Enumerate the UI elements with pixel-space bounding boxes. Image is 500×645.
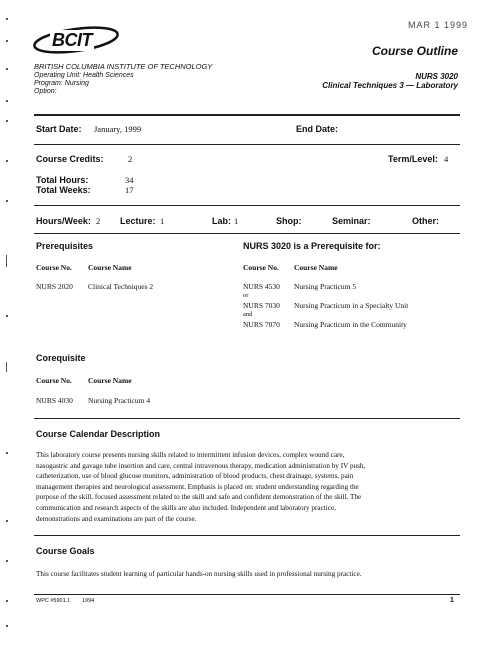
total-weeks-value: 17	[125, 185, 134, 195]
prereq-for-row2-name: Nursing Practicum in a Specialty Unit	[294, 301, 409, 310]
calendar-line: catheterization, use of blood glucose monitors, administration of blood products, chest drainage, systems, pain	[36, 472, 354, 481]
coreq-col-name: Course Name	[88, 376, 132, 385]
prereq-for-row3-no: NURS 7070	[243, 320, 280, 329]
credits-divider	[34, 205, 460, 206]
total-weeks-label: Total Weeks:	[36, 185, 91, 195]
institute-name: BRITISH COLUMBIA INSTITUTE OF TECHNOLOGY	[34, 62, 213, 71]
prereq-col-no: Course No.	[36, 263, 72, 272]
coreq-row-no: NURS 4030	[36, 396, 73, 405]
prereq-for-row1-no: NURS 4530	[243, 282, 280, 291]
course-code: NURS 3020	[415, 72, 458, 81]
logo-text: BCIT	[52, 30, 92, 50]
calendar-line: purpose of the skill, focused assessment related to the skill and safe and confident demonstration of the skill. The	[36, 493, 362, 502]
footer-divider	[34, 594, 460, 595]
total-hours-label: Total Hours:	[36, 175, 89, 185]
calendar-line: This laboratory course presents nursing skills related to intermittent infusion devices, complex wound care,	[36, 451, 345, 459]
received-stamp: MAR 1 1999	[408, 20, 469, 30]
prereq-row-name: Clinical Techniques 2	[88, 282, 154, 291]
lecture-label: Lecture:	[120, 216, 156, 226]
corequisite-title: Corequisite	[36, 353, 86, 363]
course-goals-text: This course facilitates student learning of particular hands-on nursing skills used in professional nursing practice.	[36, 570, 362, 578]
lab-label: Lab:	[212, 216, 231, 226]
calendar-line: communication and research aspects of the skills are also included. Independent and laboratory practice,	[36, 503, 336, 512]
start-date-value: January, 1999	[94, 124, 142, 134]
coreq-divider	[34, 418, 460, 419]
header-divider	[34, 114, 460, 116]
dates-divider	[34, 144, 460, 145]
form-number: WPC #5901.1	[36, 598, 71, 604]
lab-value: 1	[234, 216, 239, 226]
prereq-for-row3-name: Nursing Practicum in the Community	[294, 320, 407, 329]
form-year: 1994	[82, 598, 95, 604]
calendar-line: nasogastric and gavage tube insertion and care, central intravenous therapy, medication administration by IV push,	[36, 461, 366, 470]
calendar-line: management therapies and neurological assessment. Emphasis is placed on: student understanding regarding the	[36, 482, 359, 491]
hours-divider	[34, 233, 460, 234]
course-credits-value: 2	[128, 154, 133, 164]
bcit-logo	[32, 26, 132, 60]
lecture-value: 1	[160, 216, 165, 226]
prereq-for-col-name: Course Name	[294, 263, 338, 272]
coreq-col-no: Course No.	[36, 376, 72, 385]
start-date-label: Start Date:	[36, 124, 82, 134]
course-credits-label: Course Credits:	[36, 154, 104, 164]
prerequisites-title: Prerequisites	[36, 241, 94, 251]
calendar-line: demonstrations and examinations are part of the course.	[36, 514, 197, 523]
term-level-value: 4	[444, 154, 449, 164]
hours-week-value: 2	[96, 216, 101, 226]
course-title: Clinical Techniques 3 — Laboratory	[322, 81, 458, 90]
prereq-for-and: and	[243, 311, 253, 318]
document-type-title: Course Outline	[371, 44, 458, 58]
prereq-row-no: NURS 2020	[36, 282, 73, 291]
prereq-for-row2-no: NURS 7030	[243, 301, 280, 310]
coreq-row-name: Nursing Practicum 4	[88, 396, 151, 405]
other-label: Other:	[412, 216, 439, 226]
shop-label: Shop:	[276, 216, 302, 226]
operating-unit: Operating Unit: Health Sciences	[34, 72, 134, 79]
page-number: 1	[450, 597, 454, 604]
course-goals-title: Course Goals	[36, 546, 95, 556]
prereq-for-col-no: Course No.	[243, 263, 279, 272]
seminar-label: Seminar:	[332, 216, 371, 226]
prereq-for-or: or	[243, 292, 249, 299]
prereq-col-name: Course Name	[88, 263, 132, 272]
term-level-label: Term/Level:	[388, 154, 438, 164]
hours-week-label: Hours/Week:	[36, 216, 91, 226]
calendar-divider	[34, 535, 460, 536]
prereq-for-title: NURS 3020 is a Prerequisite for:	[243, 241, 381, 251]
option-label: Option:	[34, 88, 57, 95]
prereq-for-row1-name: Nursing Practicum 5	[294, 282, 357, 291]
program-name: Program: Nursing	[34, 80, 89, 87]
calendar-description-title: Course Calendar Description	[36, 429, 161, 439]
end-date-label: End Date:	[296, 124, 339, 134]
total-hours-value: 34	[125, 175, 134, 185]
calendar-description-text	[36, 450, 456, 524]
